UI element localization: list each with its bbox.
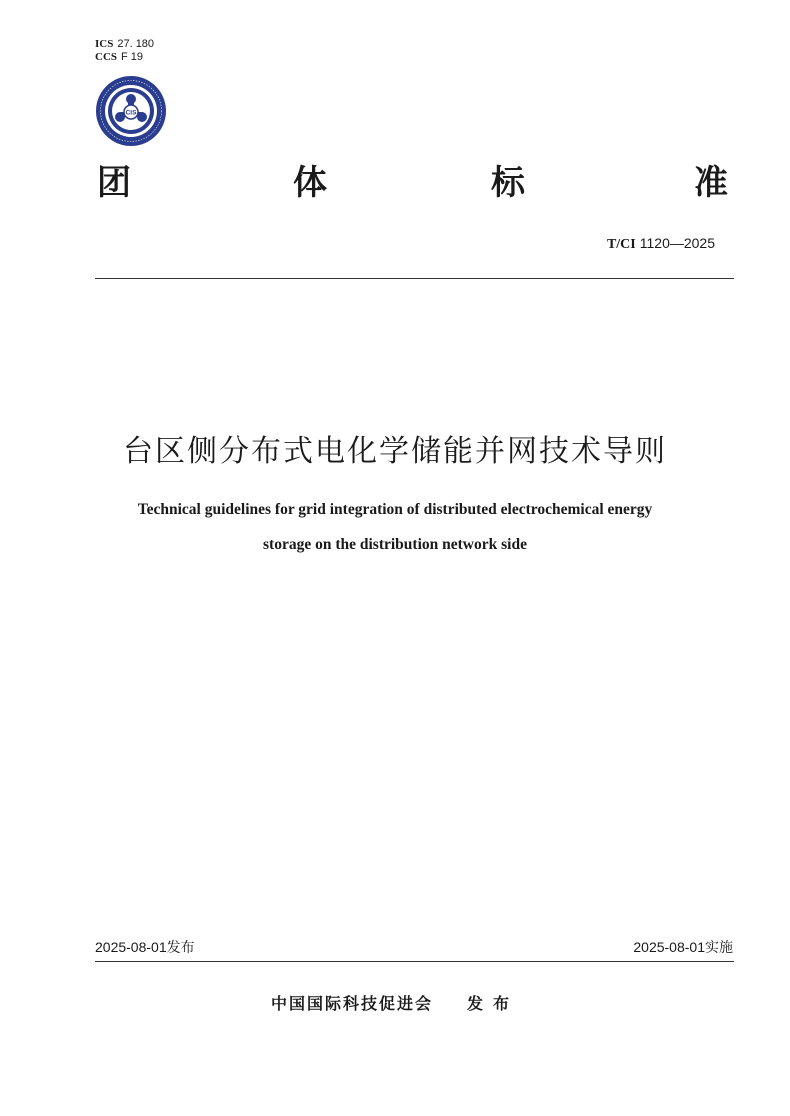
publisher	[0, 992, 790, 1016]
publish-date-value: 2025-08-01	[95, 939, 167, 955]
ics-key: ICS	[95, 38, 114, 50]
standard-num: 1120—2025	[639, 235, 715, 251]
header-char-3: 标	[491, 163, 525, 203]
logo-text: CIS	[125, 109, 137, 117]
cis-logo-icon	[95, 75, 167, 147]
publisher-name: 中国国际科技促进会	[270, 994, 433, 1013]
bottom-divider	[95, 961, 734, 962]
header-char-4: 准	[694, 163, 728, 203]
standard-number	[607, 234, 715, 254]
title-english-line1: Technical guidelines for grid integration of distributed electrochemical energy	[137, 501, 653, 518]
implement-date-label: 实施	[705, 940, 733, 956]
title-english-line2: storage on the distribution network side	[263, 536, 527, 553]
standard-prefix: T/CI	[606, 237, 636, 252]
publish-date-label: 发布	[166, 940, 195, 956]
implement-date	[633, 937, 733, 958]
ics-code	[95, 38, 154, 50]
ccs-value: F 19	[121, 51, 144, 63]
ccs-key: CCS	[95, 51, 118, 63]
header-char-1: 团	[97, 163, 131, 203]
header-char-2: 体	[293, 163, 327, 203]
implement-date-value: 2025-08-01	[633, 939, 705, 955]
ccs-code	[95, 51, 143, 63]
title-chinese: 台区侧分布式电化学储能并网技术导则	[123, 434, 667, 469]
ics-value: 27. 180	[117, 38, 155, 50]
publish-date	[95, 937, 195, 958]
publisher-action: 发布	[467, 994, 520, 1013]
top-divider	[95, 278, 734, 279]
